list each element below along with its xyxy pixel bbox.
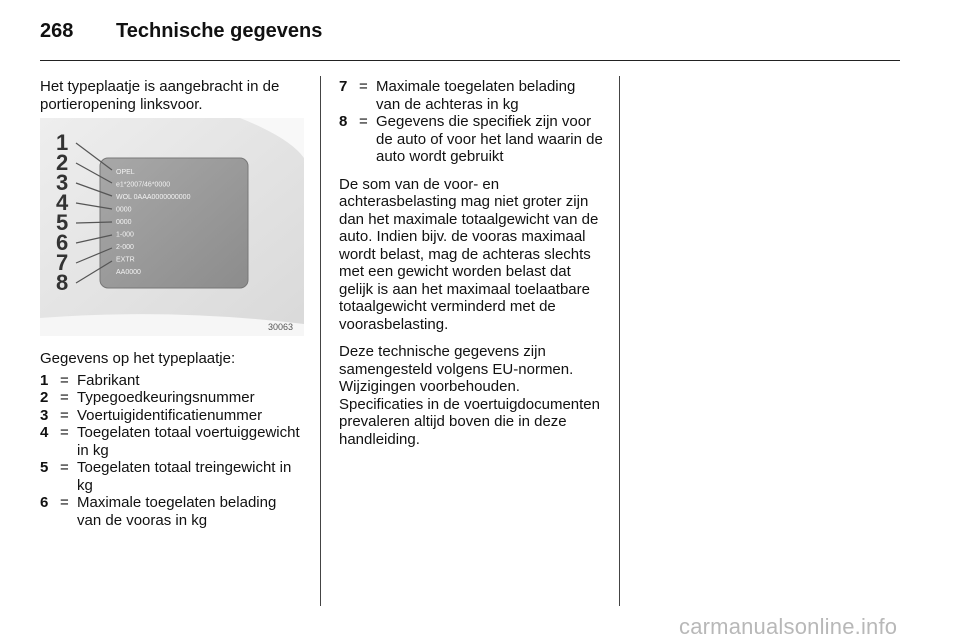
- item-equals: =: [60, 459, 69, 476]
- list-item: [40, 372, 302, 390]
- eu-norms-paragraph: Deze technische gegevens zijn samengesteld volgens EU-normen. Wijzigingen voorbehouden. Specificaties in de voertuigdocumenten prevaleren altijd boven die in deze handleiding.: [339, 343, 600, 448]
- item-number: 3: [40, 406, 49, 424]
- list-item: [339, 78, 603, 113]
- item-text: Toegelaten totaal treingewicht in kg: [77, 459, 292, 494]
- list-item: [40, 459, 302, 494]
- item-text: Maximale toegelaten belading van de achteras in kg: [376, 78, 576, 113]
- item-text: Toegelaten totaal voertuiggewicht in kg: [77, 424, 300, 459]
- item-text: Fabrikant: [77, 371, 140, 389]
- list-item: [339, 113, 603, 166]
- item-equals: =: [60, 406, 69, 424]
- middle-column: [339, 78, 603, 458]
- item-text: Gegevens die specifiek zijn voor de auto of voor het land waarin de auto wordt gebruikt: [376, 113, 603, 165]
- page-number: 268: [40, 20, 74, 42]
- plate-text-line: EXTR: [116, 256, 135, 264]
- callout-number: 5: [56, 210, 69, 235]
- type-plate-illustration: [40, 118, 304, 336]
- page-title: Technische gegevens: [116, 20, 323, 42]
- plate-text-line: 0000: [116, 219, 132, 226]
- left-column: [40, 78, 302, 123]
- list-heading: Gegevens op het typeplaatje:: [40, 350, 236, 367]
- column-divider-2: [619, 76, 620, 606]
- item-equals: =: [60, 389, 69, 406]
- item-number: 5: [40, 459, 49, 476]
- callout-number: 6: [56, 230, 69, 255]
- plate-text-line: 2-000: [116, 244, 134, 251]
- watermark: carmanualsonline.info: [679, 614, 898, 639]
- specification-list-continued: [339, 78, 603, 166]
- axle-load-paragraph: De som van de voor- en achterasbelasting mag niet groter zijn dan het maximale totaalgewicht van de auto. Indien bijv. de vooras maximaal wordt belast, mag de achteras slechts met een gewicht worden belast dat gelijk is aan het maximaal toelaatbare totaalgewicht verminderd met de voorasbelasting.: [339, 175, 599, 333]
- specification-list: [40, 372, 302, 530]
- column-divider-1: [320, 76, 321, 606]
- callout-number: 4: [56, 190, 69, 215]
- item-text: Typegoedkeuringsnummer: [77, 389, 255, 406]
- item-equals: =: [60, 494, 69, 511]
- page-header: [40, 10, 900, 54]
- item-equals: =: [359, 113, 368, 130]
- item-number: 2: [40, 389, 49, 406]
- list-item: [40, 407, 302, 425]
- item-equals: =: [359, 78, 368, 95]
- figure-code: 30063: [268, 322, 294, 332]
- callout-number: 7: [56, 250, 69, 275]
- item-number: 8: [339, 113, 348, 130]
- item-number: 6: [40, 494, 49, 511]
- list-item: [40, 424, 302, 459]
- item-text: Maximale toegelaten belading van de vooras in kg: [77, 494, 277, 529]
- item-number: 7: [339, 78, 348, 95]
- callout-numbers: [56, 130, 69, 295]
- callout-number: 2: [56, 150, 69, 175]
- plate-text-line: 1-000: [116, 231, 134, 239]
- plate-text-line: OPEL: [116, 169, 135, 176]
- list-item: [40, 389, 302, 407]
- header-divider: [40, 60, 900, 61]
- plate-text-line: AA0000: [116, 269, 141, 276]
- plate-text-line: e1*2007/46*0000: [116, 181, 171, 189]
- callout-number: 3: [56, 170, 69, 195]
- callout-number: 1: [56, 130, 69, 155]
- callout-number: 8: [56, 270, 69, 295]
- plate-text-line: 0000: [116, 206, 132, 214]
- plate-text-line: WOL 0AAA0000000000: [116, 194, 191, 201]
- list-item: [40, 494, 302, 529]
- item-equals: =: [60, 424, 69, 441]
- item-number: 1: [40, 371, 49, 389]
- intro-text: Het typeplaatje is aangebracht in de portieropening linksvoor.: [40, 78, 280, 113]
- type-plate-figure: [40, 118, 304, 336]
- item-text: Voertuigidentificatienummer: [77, 406, 263, 424]
- left-column-list: [40, 350, 302, 529]
- item-equals: =: [60, 371, 69, 389]
- item-number: 4: [40, 424, 49, 441]
